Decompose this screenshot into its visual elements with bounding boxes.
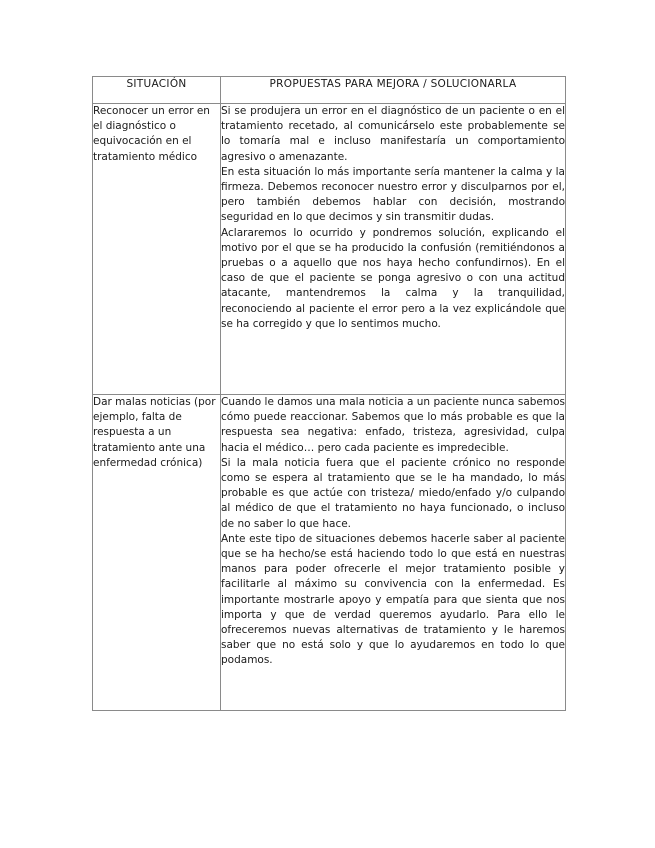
situations-table [92,76,566,711]
table-row [93,395,566,711]
proposal-paragraph: Ante este tipo de situaciones debemos hacerle saber al paciente que se ha hecho/se está haciendo todo lo que está en nuestras manos para poder ofrecerle el mejor tratamiento posible y facilitarle al máximo su convivencia con la enfermedad. Es importante mostrarle apoyo y empatía para que sienta que nos importa y que de verdad queremos ayudarlo. Para ello le ofreceremos nuevas alternativas de tratamiento y le haremos saber que no está solo y que lo ayudaremos en todo lo que podamos. [221,532,565,667]
situation-cell: Reconocer un error en el diagnóstico o equivocación en el tratamiento médico [93,104,221,395]
proposal-paragraph: Cuando le damos una mala noticia a un paciente nunca sabemos cómo puede reaccionar. Sabemos que lo más probable es que la respuesta sea negativa: enfado, tristeza, agresividad, culpa hacia el médico… pero cada paciente es impredecible. [221,396,565,454]
proposal-paragraph: Aclararemos lo ocurrido y pondremos solución, explicando el motivo por el que se ha producido la confusión (remitiéndonos a pruebas o a aquello que nos haya hecho confundirnos). En el caso de que el paciente se ponga agresivo o con una actitud atacante, mantendremos la calma y la tranquilidad, reconociendo al paciente el error pero a la vez explicándole que se ha corregido y que lo sentimos mucho. [221,226,565,330]
proposal-paragraph: En esta situación lo más importante sería mantener la calma y la firmeza. Debemos reconocer nuestro error y disculparnos por el, pero también debemos hablar con decisión, mostrando seguridad en lo que decimos y sin transmitir dudas. [221,165,565,224]
proposal-paragraph: Si se produjera un error en el diagnóstico de un paciente o en el tratamiento recetado, al comunicárselo este probablemente se lo tomaría mal e incluso manifestaría un comportamiento agresivo o amenazante. [221,105,565,163]
proposal-cell [221,104,566,395]
table-header-row [93,77,566,104]
situation-cell: Dar malas noticias (por ejemplo, falta de respuesta a un tratamiento ante una enfermedad crónica) [93,395,221,711]
proposal-paragraph: Si la mala noticia fuera que el paciente crónico no responde como se espera al tratamiento que se le ha mandado, lo más probable es que actúe con tristeza/ miedo/enfado y/o culpando al médico de que el tratamiento no haya funcionado, o incluso de no saber lo que hace. [221,456,565,530]
header-propuestas: PROPUESTAS PARA MEJORA / SOLUCIONARLA [221,77,566,104]
table-row [93,104,566,395]
header-situacion: SITUACIÓN [93,77,221,104]
proposal-cell [221,395,566,711]
